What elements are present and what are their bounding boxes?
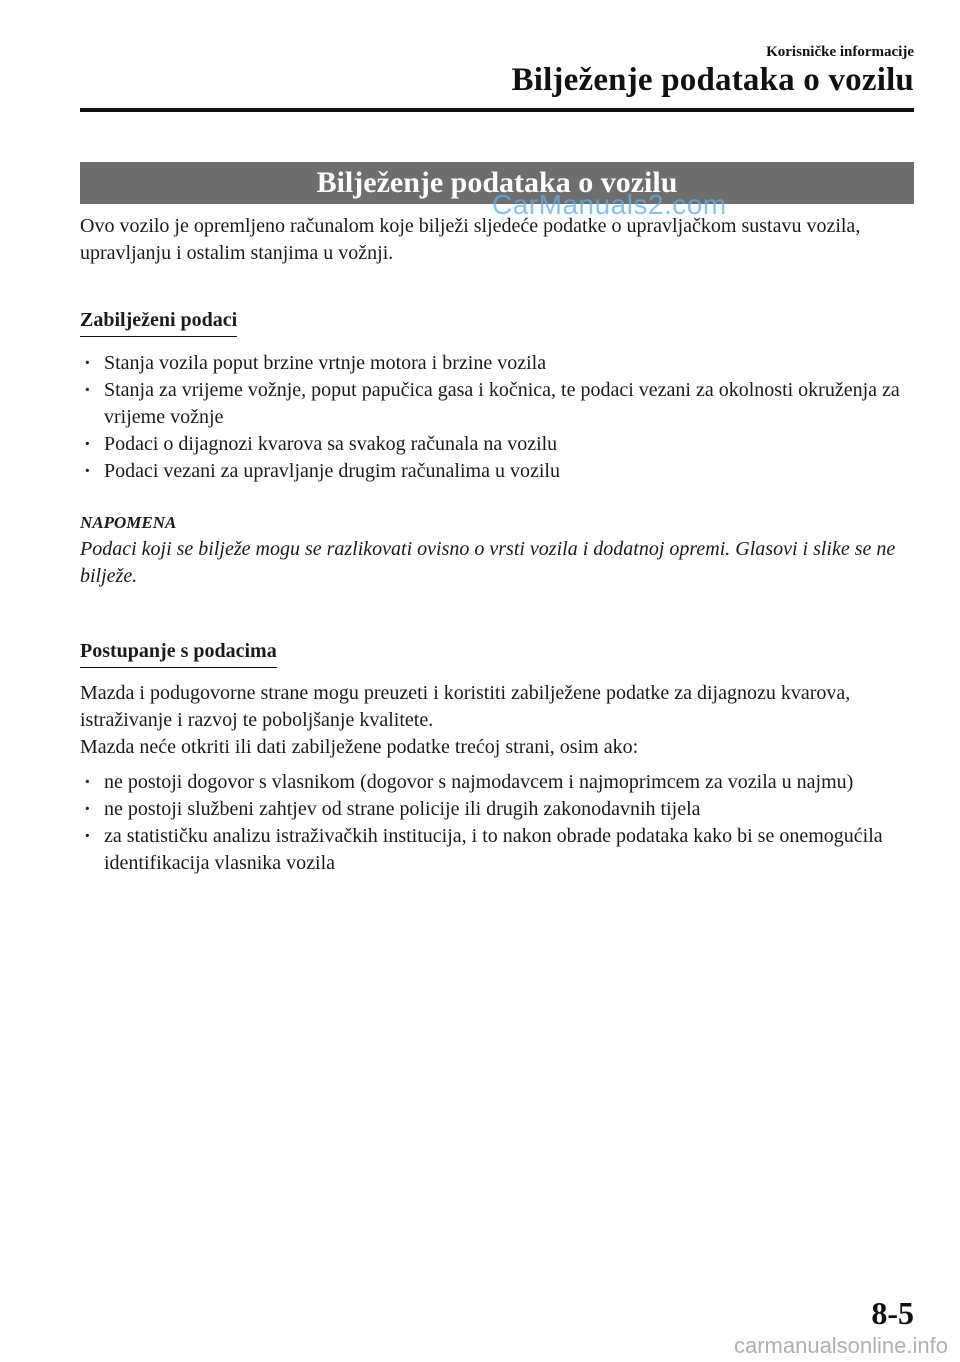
header-section-label: Korisničke informacije xyxy=(766,44,914,60)
list-item: · za statističku analizu istraživačkih institucija, i to nakon obrade podataka kako bi se onemogućila identifikacija vlasnika vozila xyxy=(80,823,914,877)
list-item: · ne postoji dogovor s vlasnikom (dogovor s najmodavcem i najmoprimcem za vozila u najmu) xyxy=(80,769,914,796)
recorded-data-heading: Zabilježeni podaci xyxy=(80,307,237,337)
list-item: · Podaci o dijagnozi kvarova sa svakog računala na vozilu xyxy=(80,431,914,458)
section-banner: Bilježenje podataka o vozilu xyxy=(80,162,914,204)
watermark-logo: CarManuals2.com xyxy=(492,189,727,220)
recorded-data-list xyxy=(80,350,914,485)
handling-paragraph-1: Mazda i podugovorne strane mogu preuzeti i koristiti zabilježene podatke za dijagnozu kvarova, istraživanje i razvoj te poboljšanje kvalitete. xyxy=(80,682,851,731)
list-item: · Stanja za vrijeme vožnje, poput papučica gasa i kočnica, te podaci vezani za okolnosti okruženja za vrijeme vožnje xyxy=(80,377,914,431)
list-item: · ne postoji službeni zahtjev od strane policije ili drugih zakonodavnih tijela xyxy=(80,796,914,823)
site-watermark: carmanualsonline.info xyxy=(733,1333,948,1358)
handling-paragraph-2: Mazda neće otkriti ili dati zabilježene podatke trećoj strani, osim ako: xyxy=(80,736,639,758)
note-text: Podaci koji se bilježe mogu se razlikovati ovisno o vrsti vozila i dodatnoj opremi. Glasovi i slike se ne bilježe. xyxy=(80,538,896,587)
list-item: · Podaci vezani za upravljanje drugim računalima u vozilu xyxy=(80,458,914,485)
note-label: NAPOMENA xyxy=(80,513,177,532)
intro-paragraph: Ovo vozilo je opremljeno računalom koje bilježi sljedeće podatke o upravljačkom sustavu vozila, upravljanju i ostalim stanjima u vožnji. xyxy=(80,215,861,264)
page-number: 8-5 xyxy=(871,1295,914,1331)
disclosure-exceptions-list xyxy=(80,769,914,877)
header-title: Bilježenje podataka o vozilu xyxy=(511,62,914,98)
list-item: · Stanja vozila poput brzine vrtnje motora i brzine vozila xyxy=(80,350,914,377)
header-rule xyxy=(80,108,914,112)
data-handling-heading: Postupanje s podacima xyxy=(80,638,277,668)
main-content xyxy=(80,213,914,877)
